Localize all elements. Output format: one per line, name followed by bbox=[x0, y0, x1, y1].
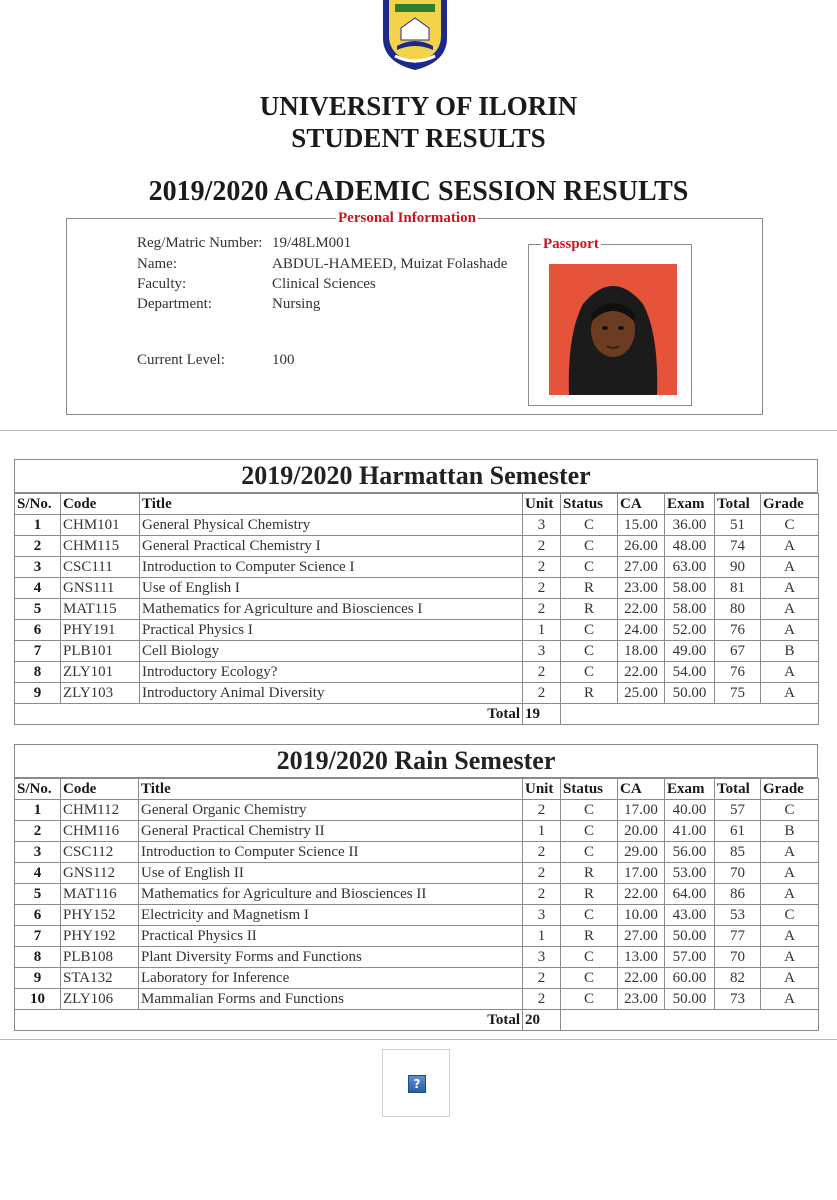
cell-ca: 18.00 bbox=[618, 641, 665, 662]
cell-ca: 29.00 bbox=[618, 842, 665, 863]
cell-title: Cell Biology bbox=[140, 641, 523, 662]
cell-status: C bbox=[561, 989, 618, 1010]
cell-total: 76 bbox=[715, 662, 761, 683]
rain-table-header bbox=[15, 779, 819, 800]
cell-status: C bbox=[561, 842, 618, 863]
cell-serial: 9 bbox=[15, 968, 61, 989]
help-button-frame[interactable] bbox=[382, 1049, 450, 1117]
cell-status: C bbox=[561, 968, 618, 989]
cell-grade: A bbox=[761, 662, 819, 683]
cell-exam: 53.00 bbox=[665, 863, 715, 884]
cell-unit: 3 bbox=[523, 641, 561, 662]
cell-title: General Practical Chemistry I bbox=[140, 536, 523, 557]
cell-total: 82 bbox=[715, 968, 761, 989]
cell-serial: 4 bbox=[15, 863, 61, 884]
cell-unit: 2 bbox=[523, 578, 561, 599]
table-row bbox=[15, 926, 819, 947]
table-row bbox=[15, 821, 819, 842]
passport-legend: Passport bbox=[543, 236, 599, 252]
name-label: Name: bbox=[137, 256, 177, 272]
cell-exam: 48.00 bbox=[665, 536, 715, 557]
table-row bbox=[15, 947, 819, 968]
cell-ca: 10.00 bbox=[618, 905, 665, 926]
cell-serial: 7 bbox=[15, 641, 61, 662]
rain-table-body bbox=[15, 800, 819, 1010]
cell-grade: B bbox=[761, 821, 819, 842]
cell-grade: A bbox=[761, 947, 819, 968]
cell-total: 80 bbox=[715, 599, 761, 620]
cell-status: C bbox=[561, 536, 618, 557]
cell-ca: 23.00 bbox=[618, 578, 665, 599]
cell-code: PLB101 bbox=[61, 641, 140, 662]
cell-grade: A bbox=[761, 536, 819, 557]
cell-code: PLB108 bbox=[61, 947, 139, 968]
cell-title: Mathematics for Agriculture and Biosciences I bbox=[140, 599, 523, 620]
cell-total: 81 bbox=[715, 578, 761, 599]
cell-total: 70 bbox=[715, 863, 761, 884]
cell-ca: 23.00 bbox=[618, 989, 665, 1010]
column-header-exam: Exam bbox=[665, 779, 715, 800]
reg-number-value: 19/48LM001 bbox=[272, 235, 352, 251]
cell-ca: 17.00 bbox=[618, 800, 665, 821]
column-header-grade: Grade bbox=[761, 494, 819, 515]
column-header-serial: S/No. bbox=[15, 494, 61, 515]
cell-serial: 5 bbox=[15, 599, 61, 620]
rain-total-row bbox=[15, 1010, 819, 1031]
cell-grade: A bbox=[761, 557, 819, 578]
cell-title: Mammalian Forms and Functions bbox=[139, 989, 523, 1010]
cell-unit: 2 bbox=[523, 557, 561, 578]
table-row bbox=[15, 968, 819, 989]
cell-status: C bbox=[561, 515, 618, 536]
total-units-value: 20 bbox=[523, 1010, 561, 1031]
cell-total: 90 bbox=[715, 557, 761, 578]
cell-exam: 64.00 bbox=[665, 884, 715, 905]
table-row bbox=[15, 641, 819, 662]
cell-grade: C bbox=[761, 515, 819, 536]
university-name: UNIVERSITY OF ILORIN bbox=[259, 91, 578, 121]
harmattan-table-header bbox=[15, 494, 819, 515]
cell-exam: 54.00 bbox=[665, 662, 715, 683]
cell-unit: 2 bbox=[523, 800, 561, 821]
column-header-unit: Unit bbox=[523, 494, 561, 515]
column-header-status: Status bbox=[561, 494, 618, 515]
column-header-grade: Grade bbox=[761, 779, 819, 800]
cell-title: Introduction to Computer Science II bbox=[139, 842, 523, 863]
cell-unit: 1 bbox=[523, 620, 561, 641]
cell-ca: 22.00 bbox=[618, 599, 665, 620]
cell-exam: 41.00 bbox=[665, 821, 715, 842]
cell-unit: 3 bbox=[523, 515, 561, 536]
cell-status: C bbox=[561, 557, 618, 578]
cell-exam: 50.00 bbox=[665, 989, 715, 1010]
cell-code: CHM101 bbox=[61, 515, 140, 536]
cell-title: General Practical Chemistry II bbox=[139, 821, 523, 842]
university-crest-logo bbox=[381, 0, 449, 70]
cell-grade: A bbox=[761, 968, 819, 989]
reg-number-label: Reg/Matric Number: bbox=[137, 235, 263, 251]
cell-title: General Physical Chemistry bbox=[140, 515, 523, 536]
column-header-code: Code bbox=[61, 494, 140, 515]
cell-unit: 2 bbox=[523, 842, 561, 863]
harmattan-results-table bbox=[14, 493, 819, 725]
cell-title: Introductory Animal Diversity bbox=[140, 683, 523, 704]
table-row bbox=[15, 662, 819, 683]
cell-serial: 2 bbox=[15, 821, 61, 842]
cell-ca: 22.00 bbox=[618, 968, 665, 989]
column-header-unit: Unit bbox=[523, 779, 561, 800]
cell-grade: A bbox=[761, 884, 819, 905]
cell-exam: 52.00 bbox=[665, 620, 715, 641]
cell-code: GNS112 bbox=[61, 863, 139, 884]
total-label: Total bbox=[15, 704, 523, 725]
cell-status: C bbox=[561, 821, 618, 842]
cell-status: C bbox=[561, 947, 618, 968]
cell-serial: 3 bbox=[15, 842, 61, 863]
cell-exam: 60.00 bbox=[665, 968, 715, 989]
cell-ca: 26.00 bbox=[618, 536, 665, 557]
cell-status: C bbox=[561, 800, 618, 821]
cell-total: 53 bbox=[715, 905, 761, 926]
cell-code: ZLY106 bbox=[61, 989, 139, 1010]
cell-unit: 3 bbox=[523, 947, 561, 968]
cell-exam: 50.00 bbox=[665, 683, 715, 704]
harmattan-semester-title: 2019/2020 Harmattan Semester bbox=[14, 459, 818, 493]
cell-exam: 56.00 bbox=[665, 842, 715, 863]
cell-title: Mathematics for Agriculture and Biosciences II bbox=[139, 884, 523, 905]
cell-unit: 1 bbox=[523, 821, 561, 842]
cell-unit: 2 bbox=[523, 599, 561, 620]
cell-exam: 36.00 bbox=[665, 515, 715, 536]
cell-grade: A bbox=[761, 599, 819, 620]
cell-serial: 9 bbox=[15, 683, 61, 704]
cell-grade: A bbox=[761, 620, 819, 641]
cell-serial: 2 bbox=[15, 536, 61, 557]
cell-total: 73 bbox=[715, 989, 761, 1010]
cell-grade: A bbox=[761, 989, 819, 1010]
table-row bbox=[15, 905, 819, 926]
results-subtitle: STUDENT RESULTS bbox=[291, 123, 546, 153]
faculty-label: Faculty: bbox=[137, 276, 187, 292]
faculty-value: Clinical Sciences bbox=[272, 276, 376, 292]
cell-code: MAT116 bbox=[61, 884, 139, 905]
column-header-total: Total bbox=[715, 494, 761, 515]
cell-ca: 15.00 bbox=[618, 515, 665, 536]
cell-title: Use of English II bbox=[139, 863, 523, 884]
cell-code: CHM115 bbox=[61, 536, 140, 557]
cell-unit: 3 bbox=[523, 905, 561, 926]
cell-total: 67 bbox=[715, 641, 761, 662]
cell-code: PHY192 bbox=[61, 926, 139, 947]
cell-title: Introductory Ecology? bbox=[140, 662, 523, 683]
table-row bbox=[15, 842, 819, 863]
cell-exam: 57.00 bbox=[665, 947, 715, 968]
cell-total: 77 bbox=[715, 926, 761, 947]
cell-code: GNS111 bbox=[61, 578, 140, 599]
cell-total: 76 bbox=[715, 620, 761, 641]
cell-ca: 25.00 bbox=[618, 683, 665, 704]
cell-total: 51 bbox=[715, 515, 761, 536]
cell-ca: 13.00 bbox=[618, 947, 665, 968]
cell-total: 70 bbox=[715, 947, 761, 968]
cell-unit: 2 bbox=[523, 884, 561, 905]
table-row bbox=[15, 683, 819, 704]
cell-exam: 58.00 bbox=[665, 599, 715, 620]
cell-code: ZLY103 bbox=[61, 683, 140, 704]
rain-semester-title: 2019/2020 Rain Semester bbox=[14, 744, 818, 778]
table-row bbox=[15, 620, 819, 641]
cell-unit: 2 bbox=[523, 683, 561, 704]
cell-grade: A bbox=[761, 863, 819, 884]
cell-serial: 7 bbox=[15, 926, 61, 947]
cell-unit: 2 bbox=[523, 536, 561, 557]
cell-ca: 20.00 bbox=[618, 821, 665, 842]
cell-unit: 1 bbox=[523, 926, 561, 947]
cell-serial: 8 bbox=[15, 662, 61, 683]
cell-grade: A bbox=[761, 578, 819, 599]
cell-grade: A bbox=[761, 683, 819, 704]
table-row bbox=[15, 800, 819, 821]
cell-status: C bbox=[561, 641, 618, 662]
total-label: Total bbox=[15, 1010, 523, 1031]
table-row bbox=[15, 578, 819, 599]
column-header-title: Title bbox=[140, 494, 523, 515]
cell-code: PHY152 bbox=[61, 905, 139, 926]
cell-serial: 8 bbox=[15, 947, 61, 968]
cell-status: R bbox=[561, 683, 618, 704]
table-row bbox=[15, 557, 819, 578]
page-heading bbox=[0, 90, 837, 154]
cell-grade: C bbox=[761, 905, 819, 926]
cell-serial: 6 bbox=[15, 620, 61, 641]
column-header-code: Code bbox=[61, 779, 139, 800]
column-header-ca: CA bbox=[618, 494, 665, 515]
cell-title: Practical Physics II bbox=[139, 926, 523, 947]
footer-divider bbox=[0, 1039, 837, 1040]
cell-grade: A bbox=[761, 842, 819, 863]
cell-title: Laboratory for Inference bbox=[139, 968, 523, 989]
table-row bbox=[15, 515, 819, 536]
cell-grade: A bbox=[761, 926, 819, 947]
cell-code: CHM116 bbox=[61, 821, 139, 842]
department-value: Nursing bbox=[272, 296, 321, 312]
cell-title: Practical Physics I bbox=[140, 620, 523, 641]
cell-status: C bbox=[561, 662, 618, 683]
cell-status: R bbox=[561, 599, 618, 620]
cell-grade: C bbox=[761, 800, 819, 821]
cell-serial: 6 bbox=[15, 905, 61, 926]
total-units-value: 19 bbox=[523, 704, 561, 725]
cell-ca: 22.00 bbox=[618, 884, 665, 905]
column-header-status: Status bbox=[561, 779, 618, 800]
cell-status: R bbox=[561, 884, 618, 905]
column-header-exam: Exam bbox=[665, 494, 715, 515]
department-label: Department: bbox=[137, 296, 212, 312]
cell-serial: 4 bbox=[15, 578, 61, 599]
cell-total: 86 bbox=[715, 884, 761, 905]
cell-ca: 17.00 bbox=[618, 863, 665, 884]
table-row bbox=[15, 863, 819, 884]
cell-total: 85 bbox=[715, 842, 761, 863]
cell-code: CSC111 bbox=[61, 557, 140, 578]
cell-ca: 27.00 bbox=[618, 926, 665, 947]
cell-status: R bbox=[561, 578, 618, 599]
cell-title: Electricity and Magnetism I bbox=[139, 905, 523, 926]
cell-status: R bbox=[561, 863, 618, 884]
current-level-label: Current Level: bbox=[137, 352, 225, 368]
cell-code: STA132 bbox=[61, 968, 139, 989]
cell-grade: B bbox=[761, 641, 819, 662]
cell-serial: 1 bbox=[15, 800, 61, 821]
cell-exam: 63.00 bbox=[665, 557, 715, 578]
column-header-serial: S/No. bbox=[15, 779, 61, 800]
cell-exam: 49.00 bbox=[665, 641, 715, 662]
cell-exam: 50.00 bbox=[665, 926, 715, 947]
cell-total: 75 bbox=[715, 683, 761, 704]
cell-title: Introduction to Computer Science I bbox=[140, 557, 523, 578]
passport-photo bbox=[549, 264, 677, 395]
cell-ca: 24.00 bbox=[618, 620, 665, 641]
name-value: ABDUL-HAMEED, Muizat Folashade bbox=[272, 256, 508, 272]
cell-code: MAT115 bbox=[61, 599, 140, 620]
cell-ca: 22.00 bbox=[618, 662, 665, 683]
cell-serial: 3 bbox=[15, 557, 61, 578]
cell-serial: 1 bbox=[15, 515, 61, 536]
column-header-ca: CA bbox=[618, 779, 665, 800]
cell-unit: 2 bbox=[523, 968, 561, 989]
cell-exam: 58.00 bbox=[665, 578, 715, 599]
cell-unit: 2 bbox=[523, 863, 561, 884]
cell-title: Use of English I bbox=[140, 578, 523, 599]
cell-unit: 2 bbox=[523, 989, 561, 1010]
session-title: 2019/2020 ACADEMIC SESSION RESULTS bbox=[148, 176, 689, 207]
harmattan-table-body bbox=[15, 515, 819, 704]
cell-serial: 10 bbox=[15, 989, 61, 1010]
cell-ca: 27.00 bbox=[618, 557, 665, 578]
cell-code: CHM112 bbox=[61, 800, 139, 821]
cell-code: CSC112 bbox=[61, 842, 139, 863]
cell-code: ZLY101 bbox=[61, 662, 140, 683]
personal-information-legend: Personal Information bbox=[338, 210, 476, 226]
cell-total: 74 bbox=[715, 536, 761, 557]
cell-title: Plant Diversity Forms and Functions bbox=[139, 947, 523, 968]
question-icon[interactable]: ? bbox=[408, 1075, 426, 1093]
table-row bbox=[15, 599, 819, 620]
table-row bbox=[15, 536, 819, 557]
cell-exam: 43.00 bbox=[665, 905, 715, 926]
cell-serial: 5 bbox=[15, 884, 61, 905]
table-row bbox=[15, 884, 819, 905]
cell-unit: 2 bbox=[523, 662, 561, 683]
harmattan-total-row bbox=[15, 704, 819, 725]
column-header-title: Title bbox=[139, 779, 523, 800]
cell-total: 61 bbox=[715, 821, 761, 842]
cell-total: 57 bbox=[715, 800, 761, 821]
cell-status: C bbox=[561, 620, 618, 641]
cell-status: C bbox=[561, 905, 618, 926]
column-header-total: Total bbox=[715, 779, 761, 800]
cell-title: General Organic Chemistry bbox=[139, 800, 523, 821]
section-divider bbox=[0, 430, 837, 431]
rain-results-table bbox=[14, 778, 819, 1031]
cell-exam: 40.00 bbox=[665, 800, 715, 821]
cell-code: PHY191 bbox=[61, 620, 140, 641]
current-level-value: 100 bbox=[272, 352, 295, 368]
table-row bbox=[15, 989, 819, 1010]
cell-status: R bbox=[561, 926, 618, 947]
